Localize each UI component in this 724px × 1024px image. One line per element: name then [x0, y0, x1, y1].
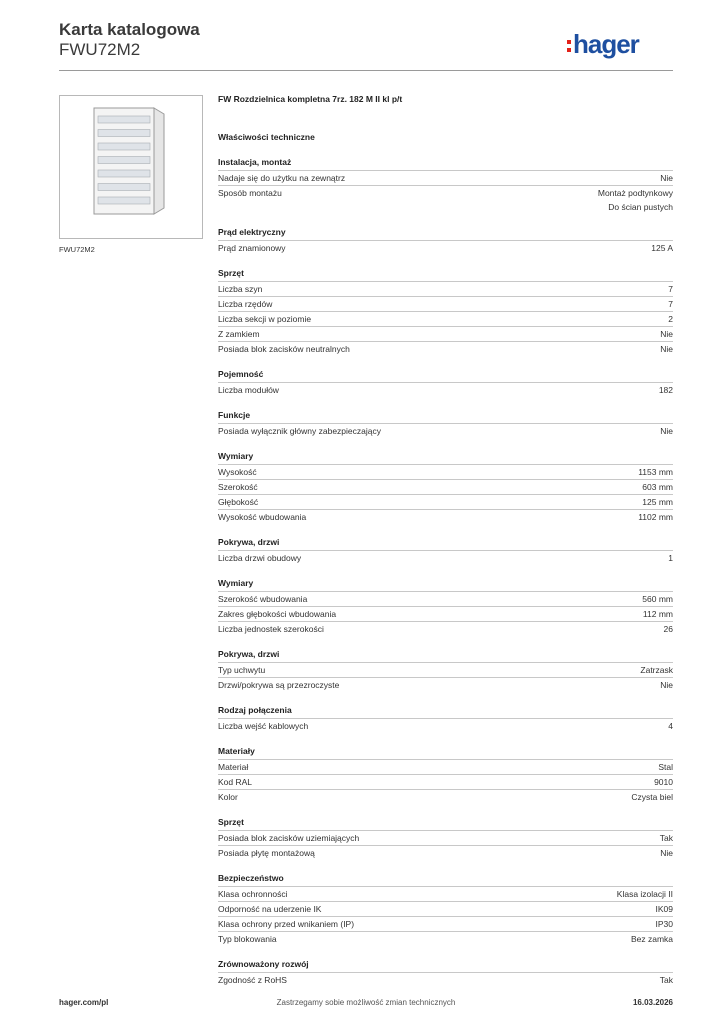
- spec-value: 9010: [654, 777, 673, 787]
- spec-section: [218, 267, 673, 356]
- footer-notice: Zastrzegamy sobie możliwość zmian technicznych: [276, 998, 456, 1007]
- spec-value: Czysta biel: [631, 792, 673, 802]
- spec-label: Materiał: [218, 762, 249, 772]
- spec-label: Posiada wyłącznik główny zabezpieczający: [218, 426, 381, 436]
- section-title: Zrównoważony rozwój: [218, 959, 309, 969]
- spec-label: Liczba modułów: [218, 385, 279, 395]
- spec-row: [218, 240, 673, 255]
- spec-row: [218, 916, 673, 931]
- spec-row: [218, 789, 673, 804]
- spec-value: 4: [668, 721, 673, 731]
- spec-value: Zatrzask: [640, 665, 673, 675]
- spec-value: Nie: [660, 344, 673, 354]
- spec-row: [218, 886, 673, 901]
- spec-label: Posiada blok zacisków neutralnych: [218, 344, 350, 354]
- spec-label: Liczba szyn: [218, 284, 263, 294]
- spec-label: Liczba wejść kablowych: [218, 721, 309, 731]
- spec-row: [218, 423, 673, 438]
- spec-row: [218, 341, 673, 356]
- header-divider: [59, 70, 673, 71]
- spec-row: [218, 606, 673, 621]
- spec-value: Stal: [658, 762, 673, 772]
- spec-label: Kolor: [218, 792, 238, 802]
- spec-label: Wysokość wbudowania: [218, 512, 307, 522]
- spec-section: [218, 648, 673, 692]
- din-rail: [98, 116, 150, 123]
- din-rail: [98, 157, 150, 164]
- section-title: Materiały: [218, 746, 255, 756]
- spec-section: [218, 450, 673, 524]
- spec-value: 1153 mm: [638, 467, 673, 477]
- spec-value: 182: [658, 385, 673, 395]
- spec-section: [218, 156, 673, 214]
- spec-row: [218, 326, 673, 341]
- spec-sections: [218, 156, 673, 987]
- spec-row: [218, 550, 673, 565]
- spec-section: [218, 577, 673, 636]
- product-image-caption: FWU72M2: [59, 245, 95, 254]
- spec-value: 603 mm: [642, 482, 673, 492]
- spec-row: [218, 774, 673, 789]
- spec-content: [218, 92, 673, 987]
- spec-row: [218, 845, 673, 860]
- spec-value: 125 A: [651, 243, 673, 253]
- spec-label: Liczba sekcji w poziomie: [218, 314, 312, 324]
- din-rail: [98, 197, 150, 204]
- section-title: Pokrywa, drzwi: [218, 649, 280, 659]
- spec-section: [218, 536, 673, 565]
- spec-label: Zakres głębokości wbudowania: [218, 609, 337, 619]
- spec-label: Liczba drzwi obudowy: [218, 553, 302, 563]
- spec-row: [218, 281, 673, 296]
- spec-row: [218, 621, 673, 636]
- spec-value: Klasa izolacji II: [616, 889, 673, 899]
- spec-value: IK09: [655, 904, 673, 914]
- spec-label: Wysokość: [218, 467, 257, 477]
- spec-value: Nie: [660, 680, 673, 690]
- spec-row: [218, 972, 673, 987]
- spec-label: Prąd znamionowy: [218, 243, 286, 253]
- spec-label: Zgodność z RoHS: [218, 975, 287, 985]
- spec-section: [218, 745, 673, 804]
- logo-mark-icon: [567, 40, 571, 52]
- spec-label: Drzwi/pokrywa są przezroczyste: [218, 680, 340, 690]
- section-title: Funkcje: [218, 410, 251, 420]
- spec-label: Liczba rzędów: [218, 299, 273, 309]
- spec-value: 112 mm: [642, 609, 673, 619]
- section-title: Wymiary: [218, 451, 254, 461]
- spec-label: Liczba jednostek szerokości: [218, 624, 324, 634]
- spec-label: Odporność na uderzenie IK: [218, 904, 322, 914]
- din-rail: [98, 184, 150, 191]
- spec-value: IP30: [655, 919, 673, 929]
- spec-row: [218, 830, 673, 845]
- din-rail: [98, 130, 150, 137]
- spec-row: [218, 464, 673, 479]
- spec-section: [218, 958, 673, 987]
- document-header: [59, 20, 200, 60]
- spec-row: [218, 479, 673, 494]
- spec-section: [218, 704, 673, 733]
- spec-section: [218, 409, 673, 438]
- product-name: FW Rozdzielnica kompletna 7rz. 182 M II kl p/t: [218, 94, 403, 104]
- spec-row: [218, 185, 673, 214]
- section-title: Sprzęt: [218, 268, 244, 278]
- technical-properties-heading: Właściwości techniczne: [218, 132, 315, 142]
- section-title: Pojemność: [218, 369, 264, 379]
- section-title: Wymiary: [218, 578, 254, 588]
- spec-value: Nie: [660, 426, 673, 436]
- spec-row: [218, 382, 673, 397]
- section-title: Sprzęt: [218, 817, 244, 827]
- spec-value: 560 mm: [642, 594, 673, 604]
- spec-row: [218, 311, 673, 326]
- spec-label: Sposób montażu: [218, 188, 282, 198]
- spec-label: Posiada płytę montażową: [218, 848, 315, 858]
- spec-value: 7: [668, 299, 673, 309]
- spec-value: Nie: [660, 848, 673, 858]
- spec-section: [218, 872, 673, 946]
- spec-row: [218, 509, 673, 524]
- spec-row: [218, 759, 673, 774]
- spec-value: 26: [663, 624, 673, 634]
- spec-label: Szerokość: [218, 482, 258, 492]
- spec-label: Nadaje się do użytku na zewnątrz: [218, 173, 346, 183]
- spec-row: [218, 931, 673, 946]
- footer-date: 16.03.2026: [632, 998, 673, 1007]
- section-title: Pokrywa, drzwi: [218, 537, 280, 547]
- spec-value: 125 mm: [642, 497, 673, 507]
- product-image: [59, 95, 203, 239]
- spec-row: [218, 662, 673, 677]
- spec-label: Kod RAL: [218, 777, 253, 787]
- spec-label: Szerokość wbudowania: [218, 594, 308, 604]
- spec-value: 1: [668, 553, 673, 563]
- section-title: Prąd elektryczny: [218, 227, 286, 237]
- spec-value: Nie: [660, 173, 673, 183]
- spec-value: 2: [668, 314, 673, 324]
- spec-label: Klasa ochrony przed wnikaniem (IP): [218, 919, 355, 929]
- spec-row: [218, 591, 673, 606]
- spec-label: Głębokość: [218, 497, 259, 507]
- spec-value: Nie: [660, 329, 673, 339]
- hager-logo: [567, 29, 639, 60]
- spec-row: [218, 718, 673, 733]
- spec-row: [218, 296, 673, 311]
- document-title: Karta katalogowa: [59, 20, 200, 39]
- spec-row: [218, 677, 673, 692]
- spec-label: Klasa ochronności: [218, 889, 288, 899]
- spec-label: Typ blokowania: [218, 934, 277, 944]
- spec-row: [218, 901, 673, 916]
- spec-section: [218, 368, 673, 397]
- spec-value: Bez zamka: [630, 934, 673, 944]
- product-code: FWU72M2: [59, 40, 141, 59]
- spec-row: [218, 170, 673, 185]
- logo-text: hager: [573, 29, 639, 59]
- spec-value: Montaż podtynkowy Do ścian pustych: [597, 188, 673, 212]
- spec-value: 1102 mm: [638, 512, 673, 522]
- spec-label: Posiada blok zacisków uziemiających: [218, 833, 360, 843]
- section-title: Rodzaj połączenia: [218, 705, 292, 715]
- spec-label: Typ uchwytu: [218, 665, 266, 675]
- spec-value: Tak: [659, 833, 673, 843]
- spec-section: [218, 226, 673, 255]
- din-rail: [98, 170, 150, 177]
- spec-section: [218, 816, 673, 860]
- spec-row: [218, 494, 673, 509]
- spec-label: Z zamkiem: [218, 329, 260, 339]
- din-rail: [98, 143, 150, 150]
- distribution-board-illustration: [60, 96, 202, 238]
- section-title: Instalacja, montaż: [218, 157, 292, 167]
- spec-value: 7: [668, 284, 673, 294]
- footer-website[interactable]: hager.com/pl: [59, 998, 109, 1007]
- section-title: Bezpieczeństwo: [218, 873, 284, 883]
- spec-value: Tak: [659, 975, 673, 985]
